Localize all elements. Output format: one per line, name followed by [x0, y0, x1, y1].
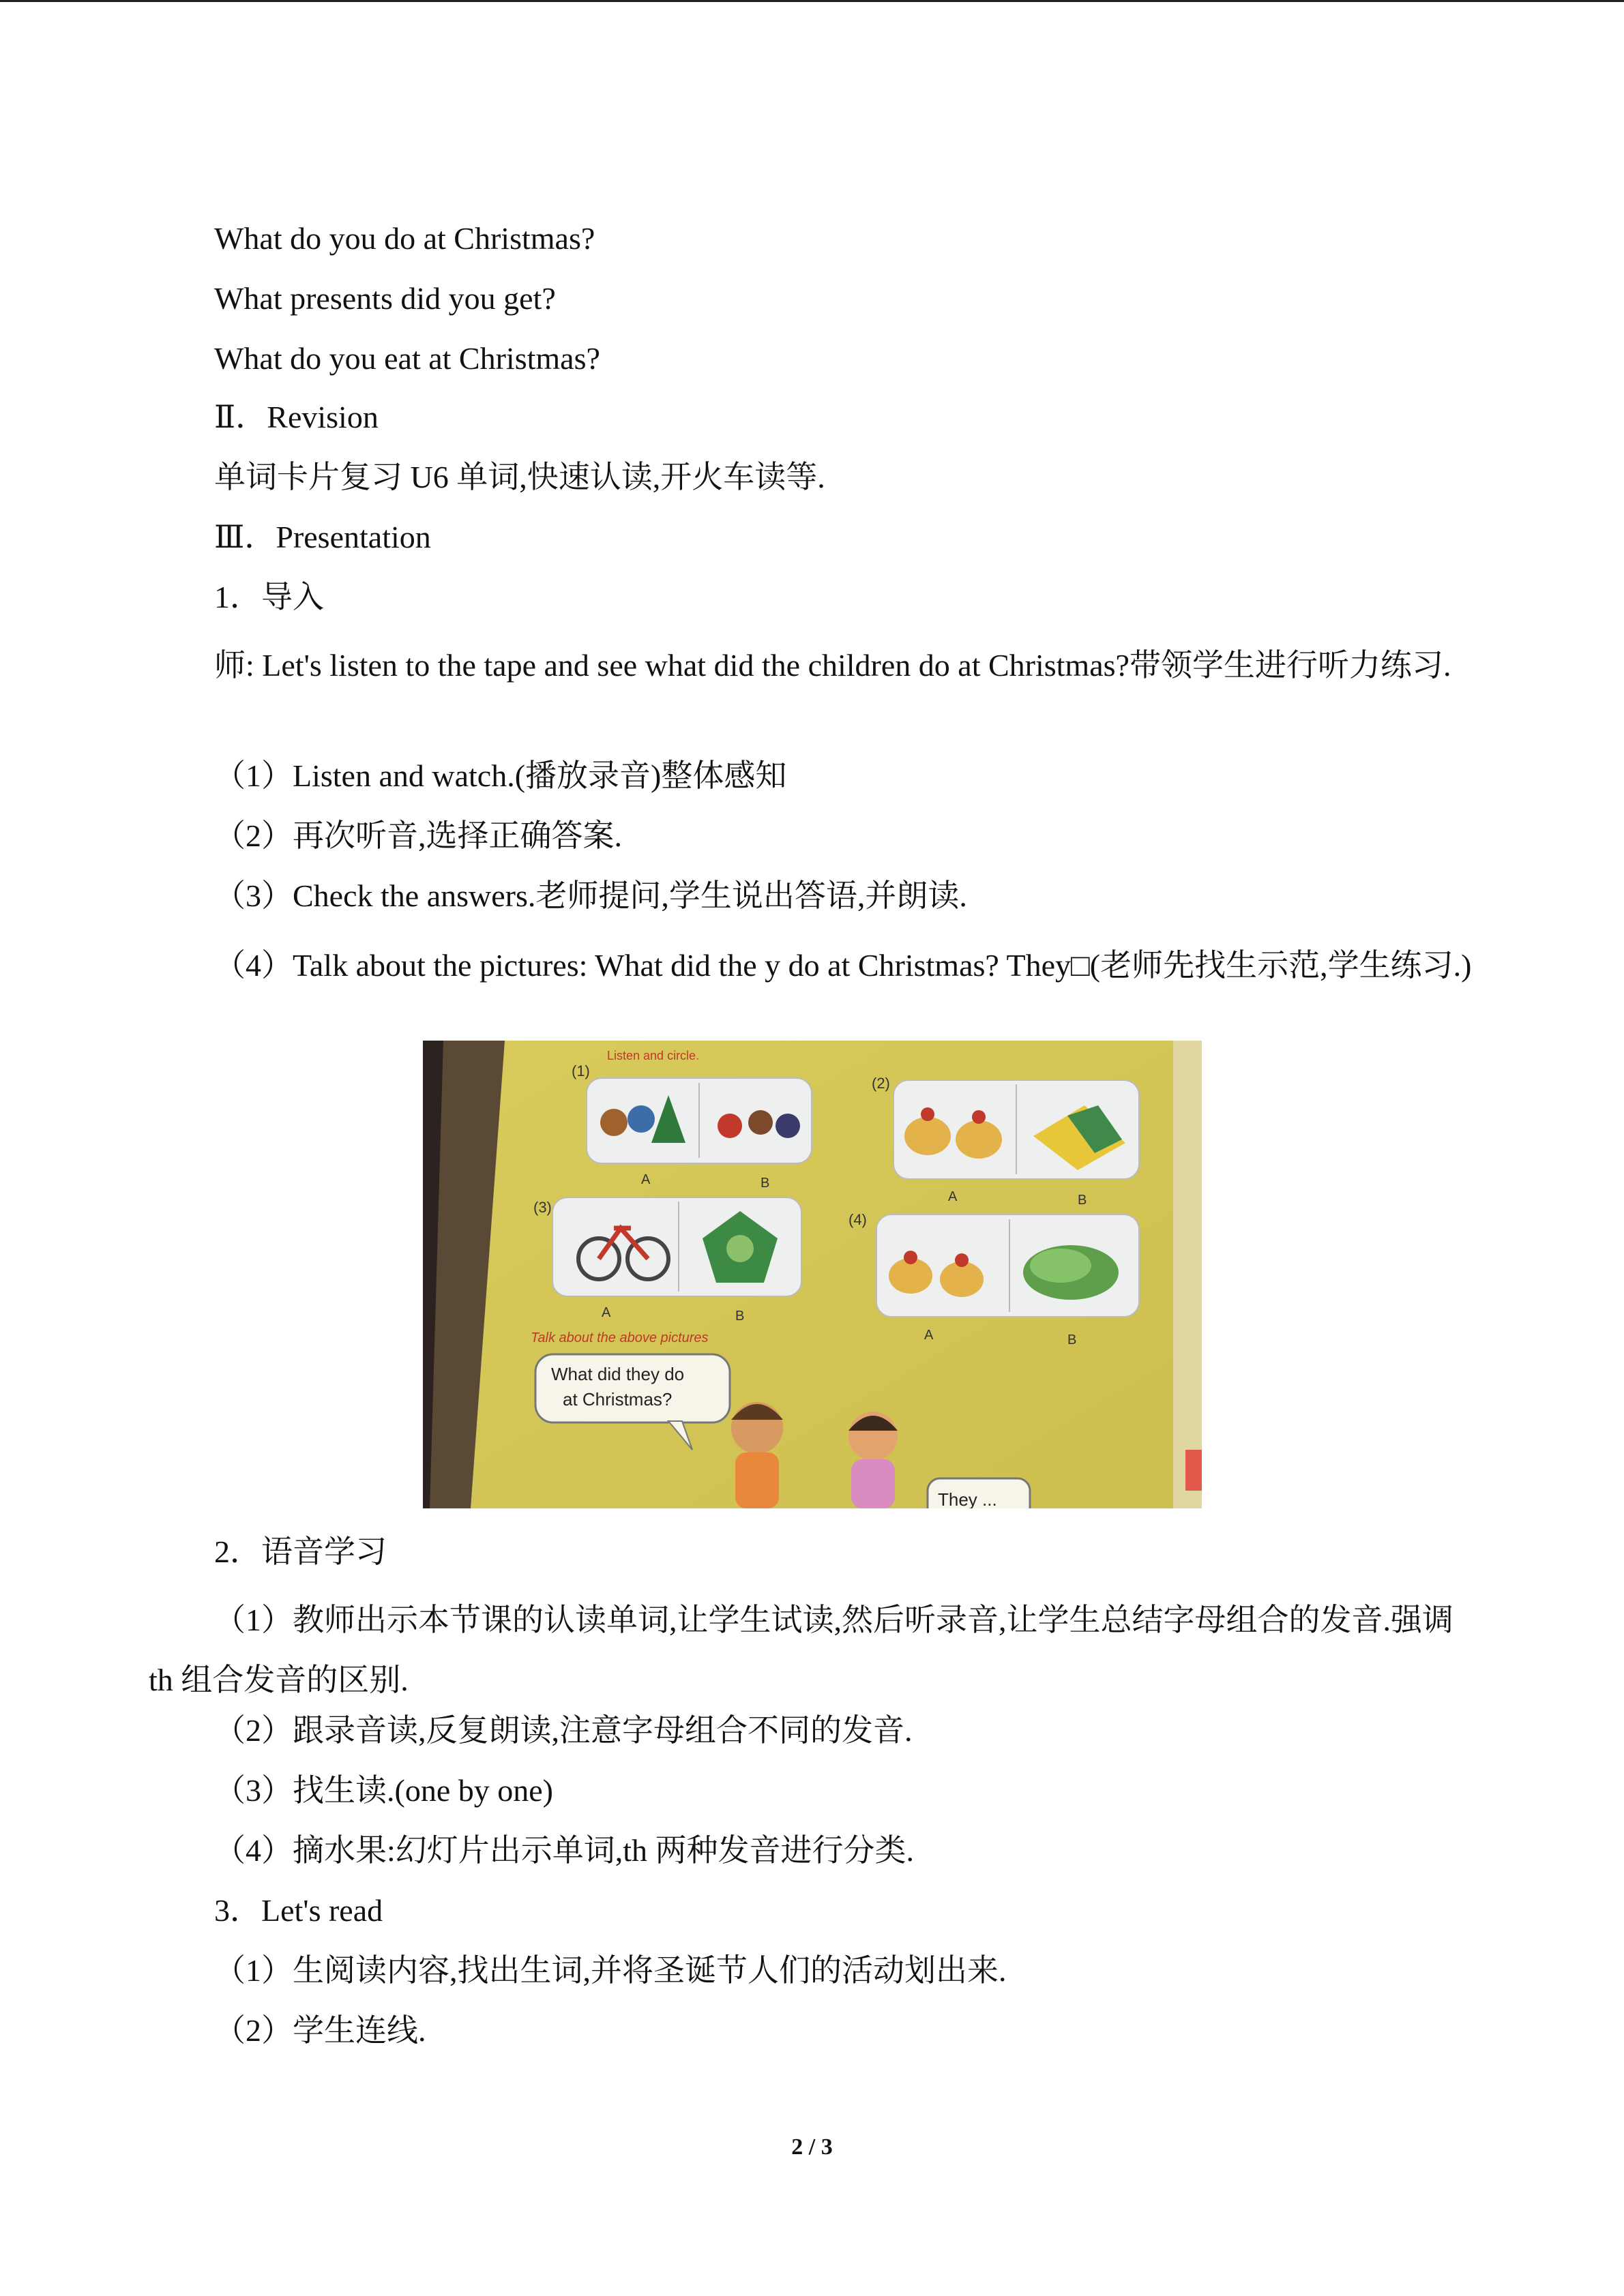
subheading-lets-read: 3．Let's read — [214, 1893, 383, 1928]
item-2-label-b: B — [1078, 1193, 1087, 1208]
cupcake-icon — [904, 1117, 951, 1155]
step-3: （3）Check the answers.老师提问,学生说出答语,并朗读. — [214, 878, 967, 913]
item-1-number: (1) — [572, 1062, 590, 1079]
item-2-label-a: A — [948, 1189, 958, 1204]
paragraph-teacher: 师: Let's listen to the tape and see what did the children do at Christmas?带领学生进行听力练习. — [214, 648, 1451, 683]
bubble-line-1: What did they do — [551, 1364, 685, 1384]
step-1: （1）Listen and watch.(播放录音)整体感知 — [214, 758, 787, 793]
subheading-intro: 1．导入 — [214, 580, 324, 614]
step-4: （4）Talk about the pictures: What did the y do at Christmas? They□(老师先找生示范,学生练习.) — [214, 948, 1472, 983]
line-question-1: What do you do at Christmas? — [214, 221, 595, 256]
bubble-line-2: at Christmas? — [563, 1389, 673, 1410]
item-4-label-b: B — [1067, 1332, 1077, 1347]
heading-presentation: Ⅲ．Presentation — [214, 520, 431, 554]
line-question-3: What do you eat at Christmas? — [214, 341, 600, 376]
read-step-2: （2）学生连线. — [214, 2013, 426, 2048]
item-3-label-a: A — [602, 1305, 611, 1320]
top-border — [0, 0, 1624, 2]
family-icon — [600, 1109, 628, 1136]
line-question-2: What presents did you get? — [214, 281, 556, 316]
phonics-step-2: （2）跟录音读,反复朗读,注意字母组合不同的发音. — [214, 1713, 913, 1748]
heading-revision: Ⅱ．Revision — [214, 400, 379, 434]
item-1-label-a: A — [641, 1172, 651, 1187]
read-step-1: （1）生阅读内容,找出生词,并将圣诞节人们的活动划出来. — [214, 1953, 1007, 1988]
item-3-number: (3) — [533, 1199, 552, 1216]
item-2-number: (2) — [872, 1075, 890, 1092]
phonics-step-1: （1）教师出示本节课的认读单词,让学生试读,然后听录音,让学生总结字母组合的发音.强调 th 组合发音的区别. — [149, 1602, 1453, 1697]
phonics-step-3: （3）找生读.(one by one) — [214, 1773, 553, 1808]
item-4-number: (4) — [848, 1211, 867, 1228]
item-4-label-a: A — [924, 1328, 934, 1343]
textbook-photo — [423, 1041, 1202, 1508]
page-number: 2 / 3 — [791, 2134, 833, 2160]
step-2: （2）再次听音,选择正确答案. — [214, 818, 622, 853]
phonics-step-4: （4）摘水果:幻灯片出示单词,th 两种发音进行分类. — [214, 1833, 915, 1868]
line-revision-text: 单词卡片复习 U6 单词,快速认读,开火车读等. — [214, 460, 825, 494]
talk-instruction: Talk about the above pictures — [531, 1330, 709, 1345]
figure-instruction: Listen and circle. — [607, 1049, 700, 1062]
item-1-label-b: B — [761, 1176, 770, 1191]
item-3-label-b: B — [735, 1309, 745, 1324]
subheading-phonics: 2．语音学习 — [214, 1534, 387, 1569]
reply-text: They ... — [938, 1489, 997, 1508]
people-icon — [718, 1114, 742, 1138]
